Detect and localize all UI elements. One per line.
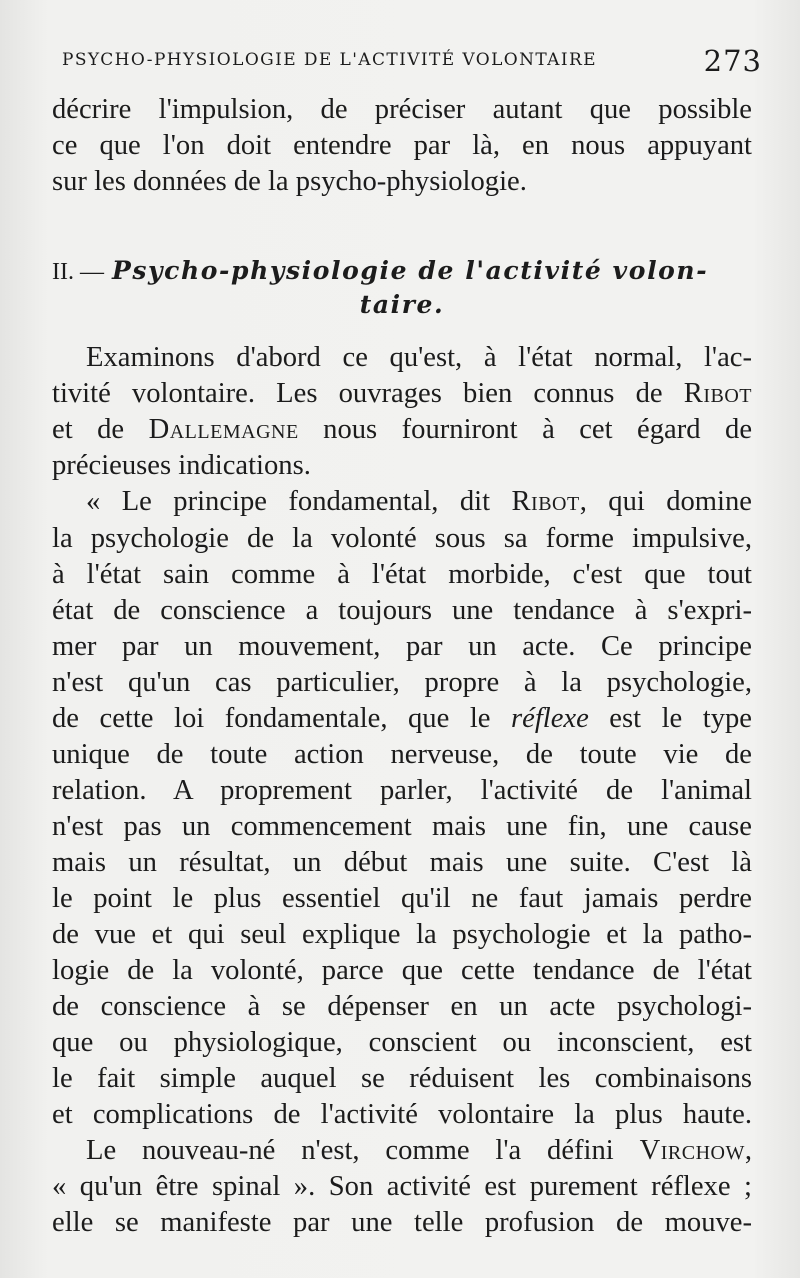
text-line: à l'état sain comme à l'état morbide, c'est que tout [52, 559, 752, 590]
text-line: mer par un mouvement, par un acte. Ce principe [52, 631, 752, 662]
text-line: n'est pas un commencement mais une fin, une cause [52, 811, 752, 842]
author-name: Virchow [639, 1135, 745, 1166]
text-line: « qu'un être spinal ». Son activité est purement réflexe ; [52, 1171, 752, 1202]
text-line: Examinons d'abord ce qu'est, à l'état normal, l'ac- [86, 342, 752, 373]
author-name: Ribot [683, 378, 752, 409]
text-line: « Le principe fondamental, dit Ribot, qui domine [86, 486, 752, 517]
text-line: n'est qu'un cas particulier, propre à la psychologie, [52, 667, 752, 698]
author-name: Dallemagne [148, 414, 299, 445]
text-line: logie de la volonté, parce que cette tendance de l'état [52, 955, 752, 986]
text-line: état de conscience a toujours une tendance à s'expri- [52, 595, 752, 626]
text-line: et complications de l'activité volontaire la plus haute. [52, 1099, 752, 1130]
page-number: 273 [703, 44, 762, 78]
section-heading [52, 253, 752, 289]
text-line: de conscience à se dépenser en un acte psychologi- [52, 991, 752, 1022]
text-line: le point le plus essentiel qu'il ne faut jamais perdre [52, 883, 752, 914]
section-heading-continued [52, 287, 752, 323]
text-line: ce que l'on doit entendre par là, en nous appuyant [52, 130, 752, 161]
text-line: tivité volontaire. Les ouvrages bien connus de Ribot [52, 378, 752, 409]
text-line: sur les données de la psycho-physiologie. [52, 166, 527, 197]
text-line: le fait simple auquel se réduisent les combinaisons [52, 1063, 752, 1094]
section-number: II. — [52, 259, 104, 285]
text-line: et de Dallemagne nous fourniront à cet égard de [52, 414, 753, 445]
page-header [62, 44, 762, 80]
text-line: Le nouveau-né n'est, comme l'a défini Virchow, [86, 1135, 752, 1166]
section-title-line1: Psycho-physiologie de l'activité volon- [111, 256, 709, 285]
text-line: elle se manifeste par une telle profusion de mouve- [52, 1207, 752, 1238]
text-line: la psychologie de la volonté sous sa forme impulsive, [52, 523, 752, 554]
text-line: relation. A proprement parler, l'activité de l'animal [52, 775, 752, 806]
running-title: PSYCHO-PHYSIOLOGIE DE L'ACTIVITÉ VOLONTAIRE [62, 50, 597, 70]
section-title-line2: taire. [359, 290, 445, 319]
text-line: que ou physiologique, conscient ou inconscient, est [52, 1027, 752, 1058]
text-line: décrire l'impulsion, de préciser autant que possible [52, 94, 752, 125]
text-line: mais un résultat, un début mais une suite. C'est là [52, 847, 752, 878]
emphasis: réflexe [511, 703, 589, 734]
text-line: de vue et qui seul explique la psychologie et la patho- [52, 919, 752, 950]
author-name: Ribot [511, 486, 580, 517]
text-line: unique de toute action nerveuse, de toute vie de [52, 739, 752, 770]
text-line: de cette loi fondamentale, que le réflexe est le type [52, 703, 753, 734]
text-line: précieuses indications. [52, 450, 311, 481]
